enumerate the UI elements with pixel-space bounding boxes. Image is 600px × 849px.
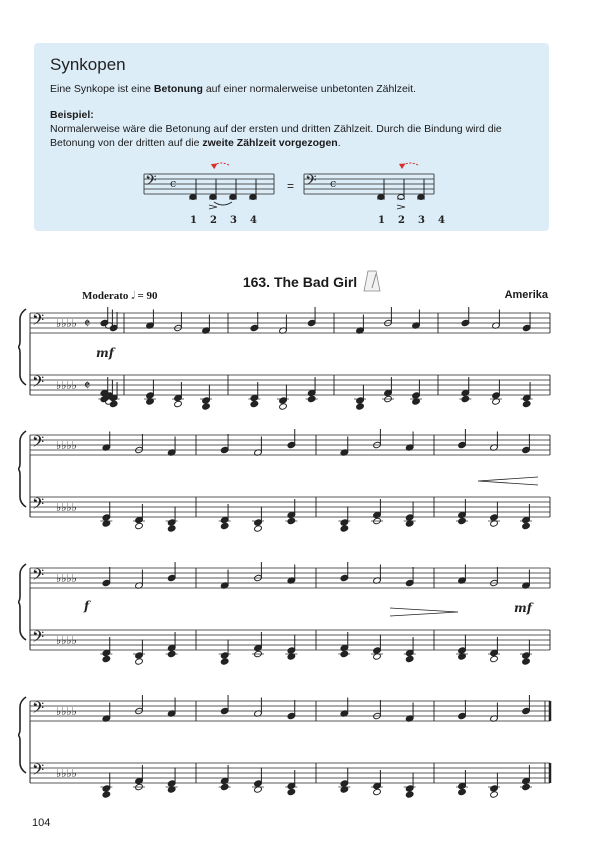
note-head — [254, 525, 263, 532]
note-head — [135, 658, 144, 665]
bass-clef: 𝄢 — [32, 566, 45, 588]
bass-clef: 𝄢 — [32, 761, 45, 783]
music-system-1 — [18, 305, 558, 425]
svg-text:𝄢: 𝄢 — [145, 172, 157, 193]
composer: Amerika — [504, 289, 548, 301]
note-head — [522, 658, 531, 665]
count-2: 2 — [210, 215, 217, 226]
svg-text:c: c — [170, 177, 177, 190]
note-head — [102, 791, 111, 798]
note-head — [220, 658, 229, 665]
key-signature-flats: ♭♭♭♭ — [56, 572, 77, 585]
crescendo-hairpin — [478, 477, 538, 485]
syncope-example-half — [300, 159, 450, 229]
note-head — [109, 400, 118, 407]
note-head — [405, 655, 414, 662]
note-head — [287, 788, 296, 795]
count-1: 1 — [190, 215, 197, 226]
bass-clef: 𝄢 — [32, 495, 45, 517]
key-signature-flats: ♭♭♭♭ — [56, 379, 77, 392]
dynamic-marking: mf — [96, 346, 114, 360]
bass-clef: 𝄢 — [32, 373, 45, 395]
music-system-2 — [18, 427, 558, 547]
definition-text: Eine Synkope ist eine Betonung auf einer normalerweise unbetonten Zählzeit. — [50, 83, 416, 95]
music-system-4 — [18, 693, 558, 813]
note-head — [490, 655, 499, 662]
example-line-1: Normalerweise wäre die Betonung auf der ersten und dritten Zählzeit. Durch die Bindung wird die — [50, 123, 502, 135]
piece-title: 163. The Bad Girl — [242, 274, 358, 290]
note-head — [174, 400, 183, 407]
info-box — [34, 43, 549, 231]
svg-text:𝄢: 𝄢 — [305, 172, 317, 193]
tempo-marking: Moderato 𝅗𝅥 = 90 — [82, 290, 158, 302]
count-3-b: 3 — [418, 215, 425, 226]
key-signature-flats: ♭♭♭♭ — [56, 439, 77, 452]
note-head — [220, 522, 229, 529]
note-head — [373, 788, 382, 795]
key-signature-flats: ♭♭♭♭ — [56, 705, 77, 718]
count-2-b: 2 — [398, 215, 405, 226]
note-head — [250, 400, 259, 407]
bass-clef: 𝄢 — [32, 699, 45, 721]
note-head — [522, 522, 531, 529]
key-signature-flats: ♭♭♭♭ — [56, 767, 77, 780]
count-4-b: 4 — [438, 215, 445, 226]
svg-text:c: c — [330, 177, 337, 190]
brace — [18, 431, 26, 507]
note-head — [135, 522, 144, 529]
note-head — [490, 791, 499, 798]
equals-sign: = — [287, 179, 295, 193]
note-head — [102, 655, 111, 662]
note-head — [405, 791, 414, 798]
dynamic-marking: mf — [514, 601, 532, 615]
dynamic-marking: f — [84, 599, 90, 613]
note-head — [340, 525, 349, 532]
example-line-2: Betonung von der dritten auf die zweite Zählzeit vorgezogen. — [50, 137, 341, 149]
metronome-icon — [362, 270, 382, 292]
half-note-icon: 𝅗𝅥 — [131, 290, 135, 302]
bass-clef: 𝄢 — [32, 433, 45, 455]
brace — [18, 697, 26, 773]
key-signature-flats: ♭♭♭♭ — [56, 317, 77, 330]
decrescendo-hairpin — [390, 608, 458, 616]
count-3: 3 — [230, 215, 237, 226]
key-signature-flats: ♭♭♭♭ — [56, 634, 77, 647]
info-heading: Synkopen — [50, 55, 126, 74]
count-4: 4 — [250, 215, 257, 226]
page-number: 104 — [32, 817, 51, 829]
bass-clef: 𝄢 — [32, 311, 45, 333]
note-head — [202, 403, 211, 410]
note-head — [356, 403, 365, 410]
music-system-3 — [18, 560, 558, 680]
time-signature: 𝄵 — [84, 316, 91, 332]
key-signature-flats: ♭♭♭♭ — [56, 501, 77, 514]
count-1-b: 1 — [378, 215, 385, 226]
time-signature: 𝄵 — [84, 378, 91, 394]
brace — [18, 309, 26, 385]
note-head — [167, 525, 176, 532]
note-head — [279, 403, 288, 410]
example-label: Beispiel: — [50, 109, 94, 121]
note-head — [522, 400, 531, 407]
brace — [18, 564, 26, 640]
bass-clef: 𝄢 — [32, 628, 45, 650]
note-head — [458, 788, 467, 795]
syncope-example-tied — [136, 159, 286, 229]
